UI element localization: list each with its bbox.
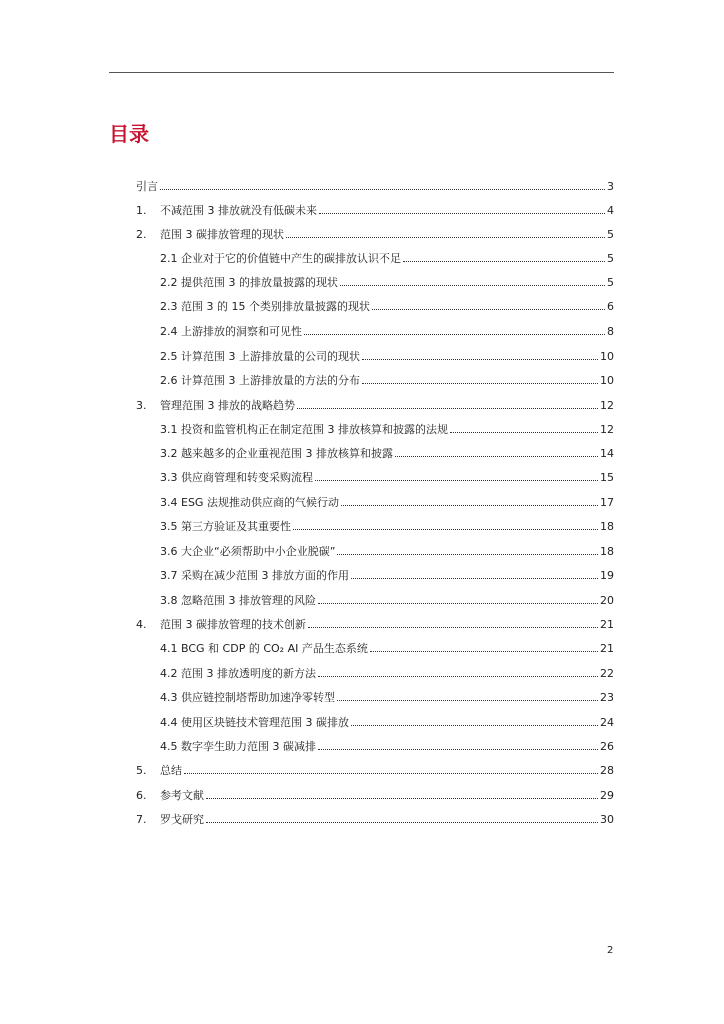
toc-entry[interactable]: 3.3 供应商管理和转变采购流程 15 — [160, 471, 614, 484]
toc-entry[interactable]: 2.6 计算范围 3 上游排放量的方法的分布 10 — [160, 374, 614, 387]
toc-entry[interactable]: 4.4 使用区块链技术管理范围 3 碳排放 24 — [160, 716, 614, 729]
toc-entry[interactable]: 3. 管理范围 3 排放的战略趋势 12 — [136, 399, 614, 412]
page-number: 2 — [607, 945, 614, 956]
toc-entry[interactable]: 3.2 越来越多的企业重视范围 3 排放核算和披露 14 — [160, 447, 614, 460]
header-rule — [109, 72, 614, 73]
toc-entry[interactable]: 3.4 ESG 法规推动供应商的气候行动 17 — [160, 496, 614, 509]
toc-entry[interactable]: 2.1 企业对于它的价值链中产生的碳排放认识不足 5 — [160, 252, 614, 265]
toc-entry[interactable]: 4.1 BCG 和 CDP 的 CO₂ AI 产品生态系统 21 — [160, 642, 614, 655]
toc-entry[interactable]: 3.1 投资和监管机构正在制定范围 3 排放核算和披露的法规 12 — [160, 423, 614, 436]
toc-entry[interactable]: 5. 总结 28 — [136, 764, 614, 777]
toc-entry[interactable]: 4.3 供应链控制塔帮助加速净零转型 23 — [160, 691, 614, 704]
toc-entry[interactable]: 7. 罗戈研究 30 — [136, 813, 614, 826]
toc-entry[interactable]: 2.2 提供范围 3 的排放量披露的现状 5 — [160, 276, 614, 289]
toc-entry[interactable]: 引言 3 — [136, 180, 614, 193]
toc-entry[interactable]: 2.3 范围 3 的 15 个类别排放量披露的现状 6 — [160, 300, 614, 313]
toc-heading: 目录 — [109, 122, 149, 146]
toc-entry[interactable]: 4. 范围 3 碳排放管理的技术创新 21 — [136, 618, 614, 631]
toc-entry[interactable]: 4.5 数字孪生助力范围 3 碳减排 26 — [160, 740, 614, 753]
toc-entry[interactable]: 3.8 忽略范围 3 排放管理的风险 20 — [160, 594, 614, 607]
toc-entry[interactable]: 2. 范围 3 碳排放管理的现状 5 — [136, 228, 614, 241]
toc-entry[interactable]: 4.2 范围 3 排放透明度的新方法 22 — [160, 667, 614, 680]
toc-entry[interactable]: 3.7 采购在减少范围 3 排放方面的作用 19 — [160, 569, 614, 582]
toc-entry[interactable]: 3.5 第三方验证及其重要性 18 — [160, 520, 614, 533]
toc-entry[interactable]: 3.6 大企业“必须帮助中小企业脱碳” 18 — [160, 545, 614, 558]
toc-entry[interactable]: 2.4 上游排放的洞察和可见性 8 — [160, 325, 614, 338]
toc-entry[interactable]: 1. 不减范围 3 排放就没有低碳未来 4 — [136, 204, 614, 217]
toc-entry[interactable]: 2.5 计算范围 3 上游排放量的公司的现状 10 — [160, 350, 614, 363]
toc-entry[interactable]: 6. 参考文献 29 — [136, 789, 614, 802]
